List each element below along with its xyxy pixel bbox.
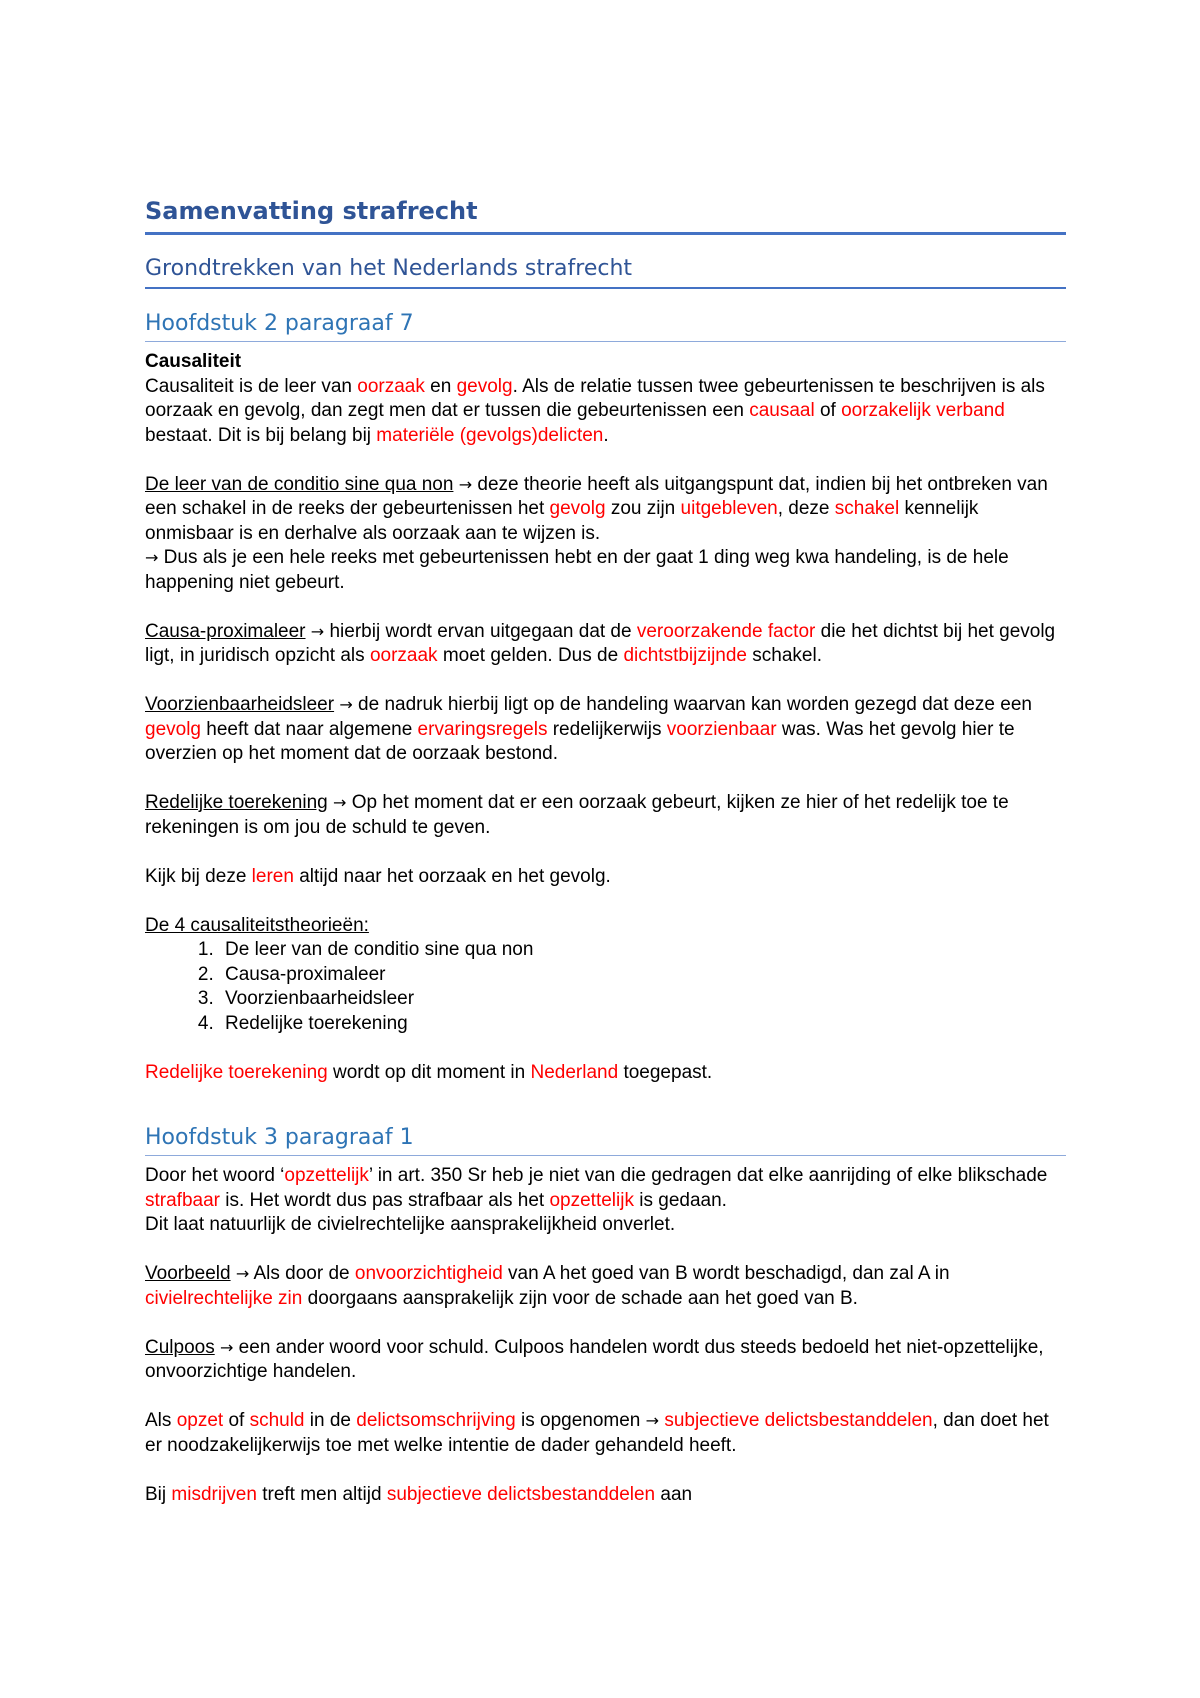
section-heading-h3p1: Hoofdstuk 3 paragraaf 1	[145, 1123, 1066, 1156]
arrow-right-icon: →	[333, 793, 347, 812]
text: of	[223, 1410, 250, 1431]
arrow-right-icon: →	[339, 695, 353, 714]
highlight: oorzaak	[357, 375, 425, 397]
highlight: oorzakelijk verband	[841, 400, 1005, 421]
text: de nadruk hierbij ligt op de handeling waarvan kan worden gezegd dat deze een	[352, 694, 1032, 715]
text: toegepast.	[618, 1061, 713, 1083]
highlight: misdrijven	[171, 1483, 257, 1505]
paragraph-kijk-bij-leren	[145, 865, 1066, 890]
arrow-right-icon: →	[310, 621, 325, 641]
text: treft men altijd	[256, 1483, 387, 1505]
highlight: gevolg	[145, 718, 201, 740]
text: , dan doet het er noodzakelijkerwijs toe met welke intentie de dader gehandeld heeft.	[145, 1410, 1049, 1456]
arrow-right-icon: →	[645, 1411, 660, 1430]
highlight: schakel	[834, 498, 900, 519]
document-page	[145, 196, 1066, 1532]
paragraph-voorzienbaarheidsleer	[145, 693, 1066, 767]
text: redelijkerwijs	[547, 718, 667, 740]
arrow-right-icon: →	[145, 548, 159, 567]
highlight: onvoorzichtigheid	[354, 1263, 503, 1284]
text: altijd naar het oorzaak en het gevolg.	[293, 865, 611, 887]
text: deze theorie heeft als uitgangspunt dat, indien bij het ontbreken van een schakel in de reeks der gebeurtenissen het	[145, 473, 1048, 519]
highlight: Nederland	[530, 1061, 619, 1083]
text: Door het woord ‘	[145, 1165, 285, 1186]
text: van A het goed van B wordt beschadigd, dan zal A in	[502, 1263, 950, 1284]
paragraph-opzet-schuld	[145, 1409, 1066, 1458]
highlight: ervaringsregels	[417, 718, 548, 740]
text: doorgaans aansprakelijk zijn voor de schade aan het goed van B.	[302, 1287, 858, 1309]
text: Op het moment dat er een oorzaak gebeurt, kijken ze hier of het redelijk toe te rekeningen is om jou de schuld te geven.	[145, 792, 1009, 838]
paragraph-toegepast	[145, 1061, 1066, 1086]
theory-list	[145, 938, 1066, 1036]
arrow-right-icon: →	[220, 1337, 234, 1357]
highlight: veroorzakende factor	[636, 620, 816, 642]
highlight: Redelijke toerekening	[145, 1061, 328, 1083]
highlight: opzet	[176, 1410, 224, 1431]
highlight: leren	[251, 865, 294, 887]
section-heading-h2p7: Hoofdstuk 2 paragraaf 7	[145, 309, 1066, 342]
term-label: Voorzienbaarheidsleer	[145, 694, 335, 715]
text: is opgenomen	[515, 1410, 646, 1431]
paragraph-culpoos	[145, 1336, 1066, 1385]
term-label: Redelijke toerekening	[145, 792, 328, 813]
text: heeft dat naar algemene	[201, 718, 418, 740]
term-label: Causa-proximaleer	[145, 620, 306, 642]
text: Kijk bij deze	[145, 865, 252, 887]
paragraph-causa-proximaleer	[145, 620, 1066, 669]
paragraph-redelijke-toerekening	[145, 791, 1066, 840]
paragraph-voorbeeld	[145, 1262, 1066, 1311]
document-title: Samenvatting strafrecht	[145, 196, 1066, 235]
text: aan	[655, 1483, 693, 1505]
document-subtitle: Grondtrekken van het Nederlands strafrecht	[145, 255, 1066, 289]
text: zou zijn	[605, 498, 681, 519]
list-item: 1. De leer van de conditio sine qua non	[219, 938, 1066, 963]
text: hierbij wordt ervan uitgegaan dat de	[324, 620, 637, 642]
section-body-h3p1	[145, 1164, 1066, 1507]
highlight: subjectieve delictsbestanddelen	[664, 1410, 933, 1431]
text: was. Was het gevolg hier te overzien op het moment dat de oorzaak bestond.	[145, 718, 1015, 764]
arrow-right-icon: →	[458, 474, 473, 494]
text: is. Het wordt dus pas strafbaar als het	[219, 1189, 550, 1211]
text: Als	[145, 1410, 177, 1431]
list-item: 3. Voorzienbaarheidsleer	[219, 987, 1066, 1012]
text: of	[814, 400, 842, 421]
text: in de	[304, 1410, 357, 1431]
text: schakel.	[747, 645, 822, 666]
text: en	[424, 375, 457, 397]
paragraph-opzettelijk	[145, 1164, 1066, 1238]
text: ’ in art. 350 Sr heb je niet van die gedragen dat elke aanrijding of elke blikschade	[368, 1165, 1048, 1186]
text: wordt op dit moment in	[327, 1061, 531, 1083]
arrow-right-icon: →	[235, 1264, 250, 1283]
text: is gedaan.	[633, 1189, 727, 1211]
paragraph-misdrijven	[145, 1483, 1066, 1508]
highlight: oorzaak	[369, 645, 438, 666]
highlight: opzettelijk	[549, 1189, 634, 1211]
highlight: gevolg	[456, 375, 513, 397]
list-title: De 4 causaliteitstheorieën:	[145, 914, 369, 936]
text: kennelijk onmisbaar is en derhalve als oorzaak aan te wijzen is.	[145, 498, 979, 544]
text: die het dichtst bij het gevolg ligt, in juridisch opzicht als	[145, 620, 1056, 666]
term-label: De leer van de conditio sine qua non	[145, 473, 454, 495]
highlight: schuld	[249, 1410, 305, 1431]
text: Dus als je een hele reeks met gebeurtenissen hebt en der gaat 1 ding weg kwa handeling, is de hele happening niet gebeurt.	[145, 547, 1009, 593]
highlight: causaal	[749, 400, 815, 421]
text: , deze	[777, 498, 835, 519]
paragraph-causaliteit	[145, 375, 1066, 449]
text: . Als de relatie tussen twee gebeurtenissen te beschrijven is als oorzaak en gevolg, dan zegt men dat er tussen die gebeurtenissen een	[145, 375, 1045, 421]
highlight: opzettelijk	[284, 1165, 369, 1186]
highlight: uitgebleven	[680, 498, 778, 519]
highlight: delictsomschrijving	[356, 1410, 516, 1431]
text: Dit laat natuurlijk de civielrechtelijke aansprakelijkheid onverlet.	[145, 1214, 676, 1235]
highlight: voorzienbaar	[666, 718, 777, 740]
highlight: materiële (gevolgs)delicten	[376, 424, 604, 446]
highlight: gevolg	[549, 498, 606, 519]
paragraph-conditio	[145, 473, 1066, 596]
text: moet gelden. Dus de	[437, 645, 624, 666]
text: Als door de	[249, 1263, 355, 1284]
highlight: dichtstbijzijnde	[623, 645, 748, 666]
list-item: 4. Redelijke toerekening	[219, 1012, 1066, 1037]
text: .	[603, 424, 609, 446]
term-label: Culpoos	[145, 1336, 215, 1358]
term-heading-causaliteit: Causaliteit	[145, 351, 242, 372]
text: bestaat. Dit is bij belang bij	[145, 424, 377, 446]
list-item: 2. Causa-proximaleer	[219, 963, 1066, 988]
highlight: civielrechtelijke zin	[145, 1287, 303, 1309]
text: Causaliteit is de leer van	[145, 375, 358, 397]
text: Bij	[145, 1483, 172, 1505]
highlight: strafbaar	[145, 1189, 220, 1211]
section-body-h2p7	[145, 350, 1066, 1085]
highlight: subjectieve delictsbestanddelen	[386, 1483, 656, 1505]
term-label: Voorbeeld	[145, 1263, 231, 1284]
text: een ander woord voor schuld. Culpoos handelen wordt dus steeds bedoeld het niet-opzettelijke, onvoorzichtige handelen.	[145, 1336, 1044, 1382]
